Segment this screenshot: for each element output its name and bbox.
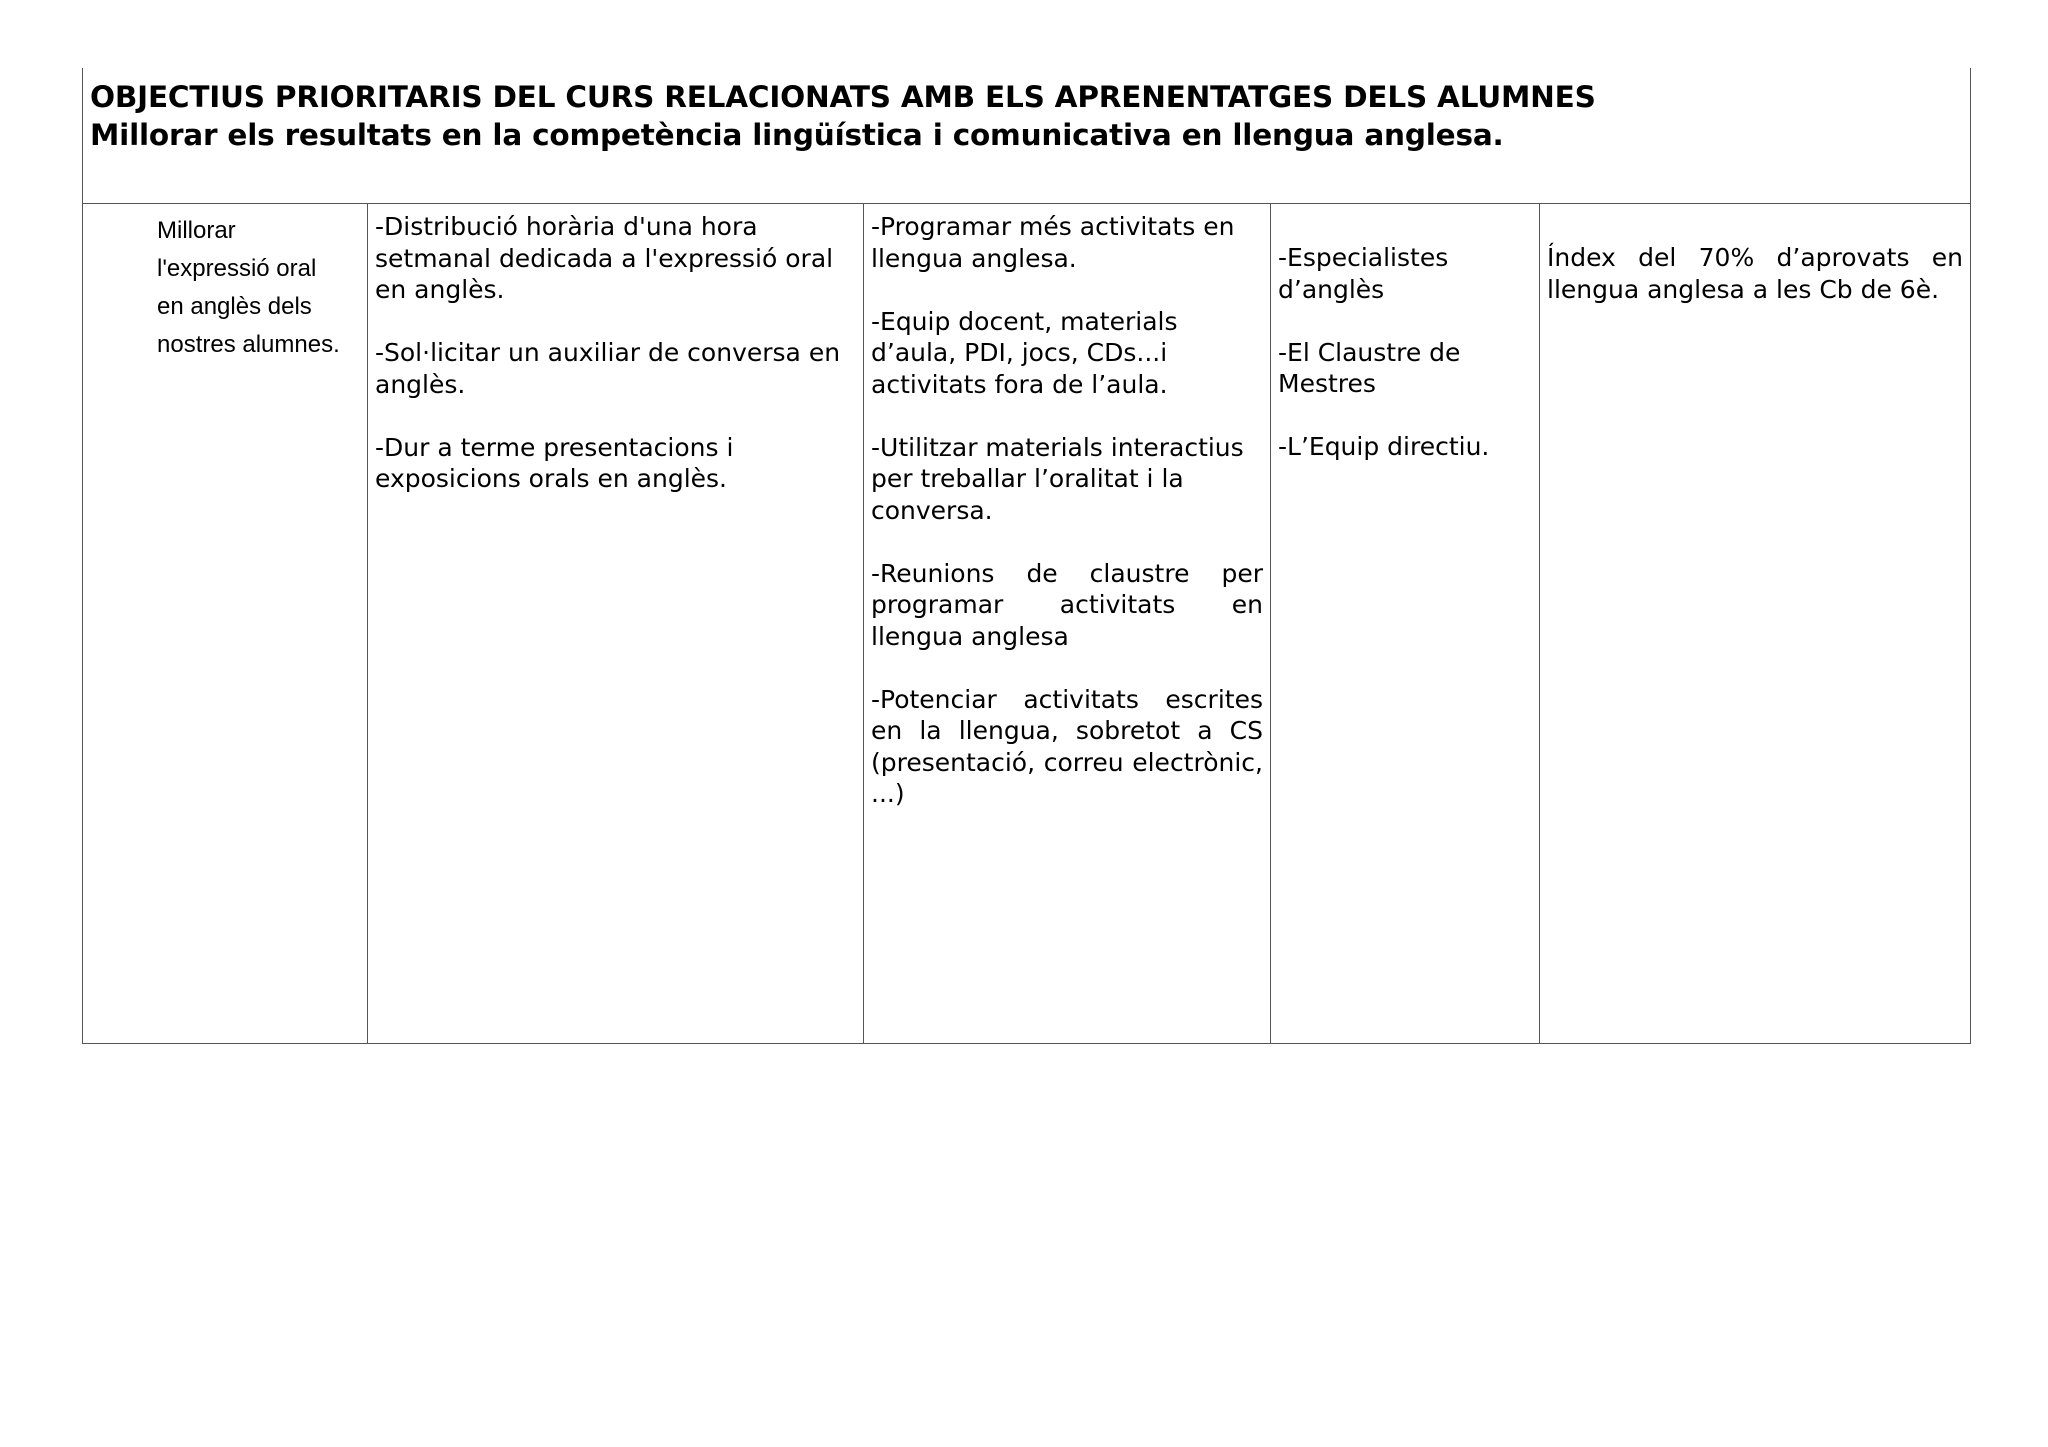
header-row [83, 68, 1971, 204]
header-cell [83, 68, 1971, 204]
responsible-item: -El Claustre de Mestres [1278, 337, 1461, 398]
objective-cell [83, 204, 368, 1044]
resource-item: -Equip docent, materials d’aula, PDI, jocs, CDs...i activitats fora de l’aula. [871, 306, 1178, 399]
objective-text: Millorar l'expressió oral en anglès dels nostres alumnes. [157, 217, 340, 358]
responsible-item: -Especialistes d’anglès [1278, 243, 1449, 304]
objectives-table [82, 68, 1971, 1044]
objectives-heading: OBJECTIUS PRIORITARIS DEL CURS RELACIONATS AMB ELS APRENENTATGES DELS ALUMNES [90, 80, 1596, 114]
responsibles-cell [1271, 204, 1540, 1044]
actions-cell [368, 204, 864, 1044]
action-item: -Dur a terme presentacions i exposicions orals en anglès. [375, 432, 734, 493]
table-row [83, 204, 1971, 1044]
resource-item: -Programar més activitats en llengua anglesa. [871, 212, 1235, 273]
resource-item: -Utilitzar materials interactius per treballar l’oralitat i la conversa. [871, 432, 1244, 525]
action-item: -Sol·licitar un auxiliar de conversa en anglès. [375, 338, 841, 399]
indicator-cell [1540, 204, 1971, 1044]
resource-item: -Potenciar activitats escrites en la llengua, sobretot a CS (presentació, correu electrònic, ...) [871, 684, 1263, 808]
indicator-text: Índex del 70% d’aprovats en llengua anglesa a les Cb de 6è. [1547, 243, 1964, 304]
action-item: -Distribució horària d'una hora setmanal dedicada a l'expressió oral en anglès. [375, 212, 834, 304]
objective-subheading: Millorar els resultats en la competència lingüística i comunicativa en llengua anglesa. [90, 118, 1504, 152]
resource-item: -Reunions de claustre per programar activitats en llengua anglesa [871, 558, 1263, 651]
resources-cell [864, 204, 1271, 1044]
responsible-item: -L’Equip directiu. [1278, 432, 1490, 461]
